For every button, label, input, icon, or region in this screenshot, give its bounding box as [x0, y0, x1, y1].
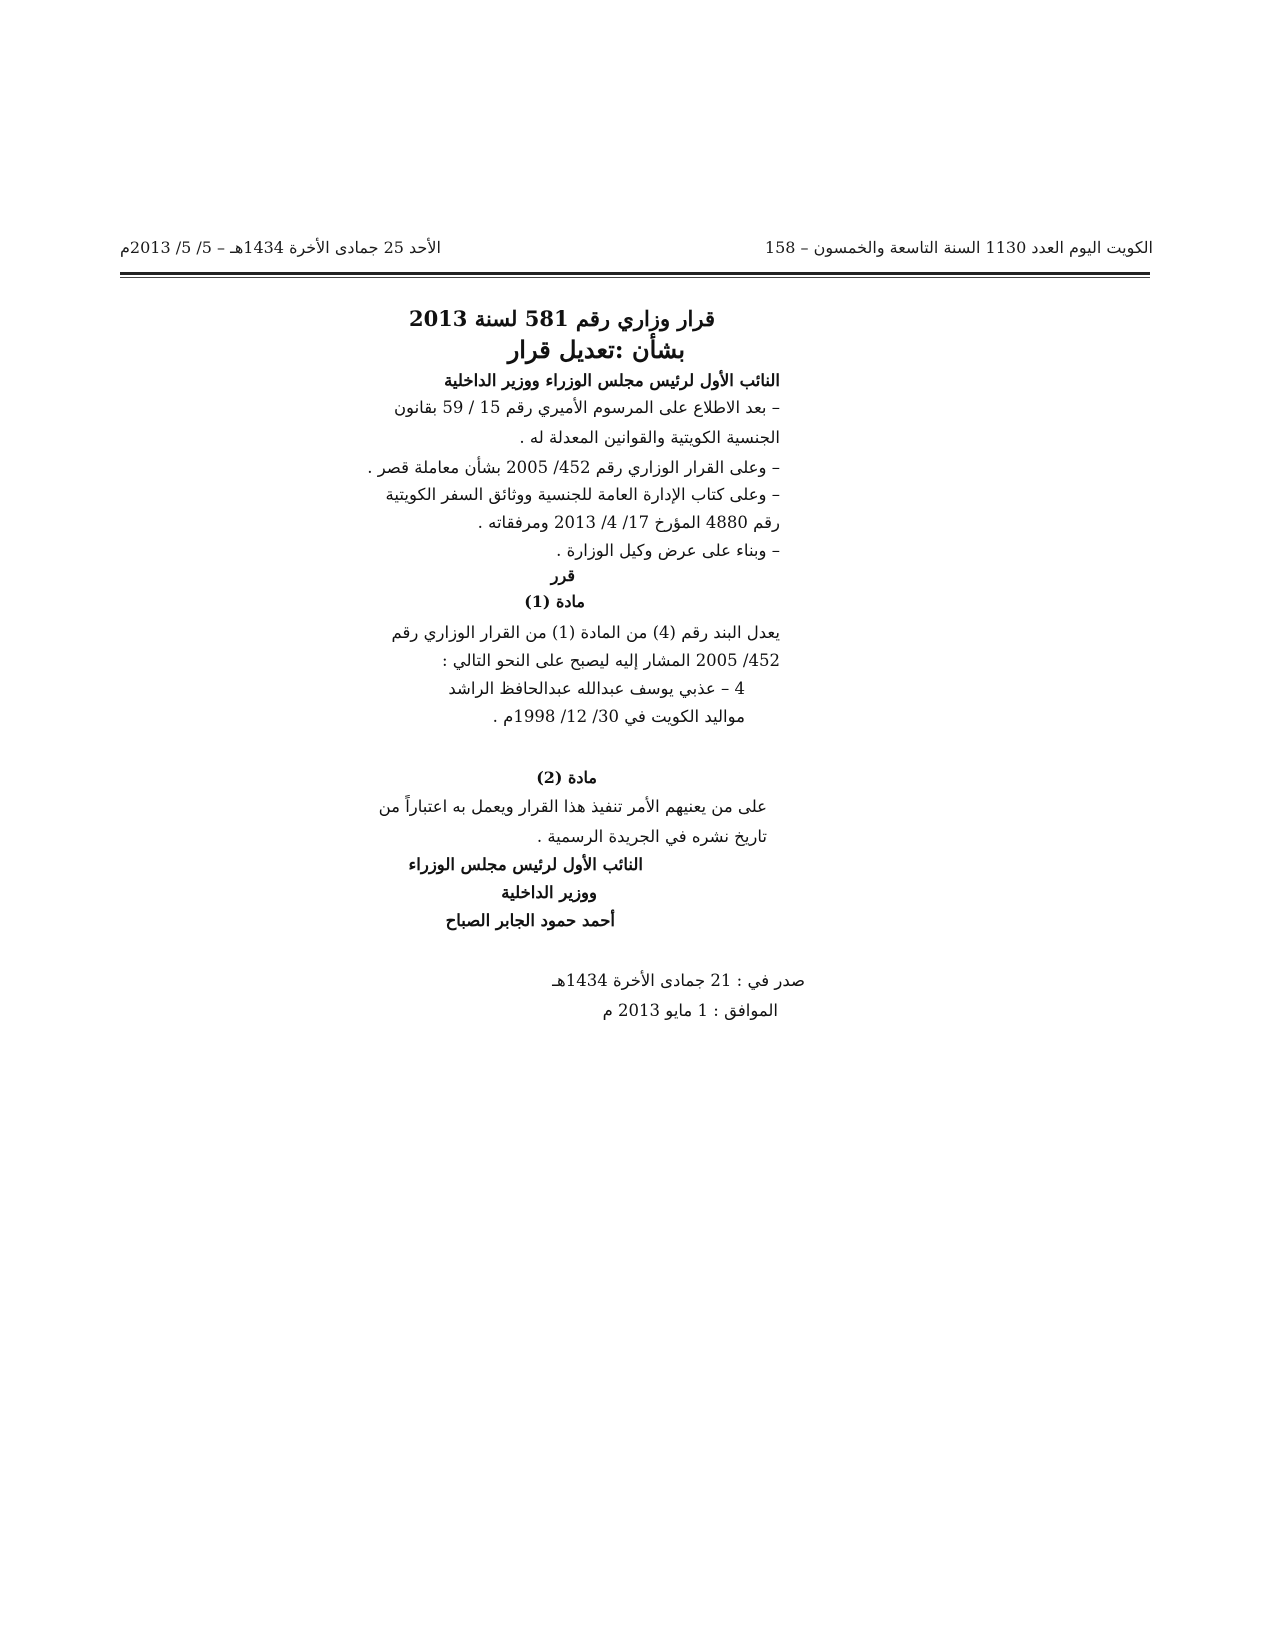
article-1-line: مواليد الكويت في 30/ 12/ 1998م . [492, 707, 745, 726]
decided-heading: قرر [550, 566, 575, 585]
decision-title: قرار وزاري رقم 581 لسنة 2013 [408, 306, 715, 331]
article-2-heading: مادة (2) [536, 768, 597, 787]
article-1-line: 4 – عذبي يوسف عبدالله عبدالحافظ الراشد [448, 679, 745, 698]
decision-subject: بشأن :تعديل قرار [507, 335, 685, 364]
preamble-line: الجنسية الكويتية والقوانين المعدلة له . [519, 428, 780, 447]
signatory-name: أحمد حمود الجابر الصباح [445, 911, 615, 930]
preamble-line: – وعلى القرار الوزاري رقم 452/ 2005 بشأن معاملة قصر . [367, 458, 780, 477]
preamble-line: رقم 4880 المؤرخ 17/ 4/ 2013 ومرفقاته . [477, 513, 780, 532]
issued-date-hijri: صدر في : 21 جمادى الأخرة 1434هـ [552, 971, 805, 990]
article-1-line: 452/ 2005 المشار إليه ليصبح على النحو التالي : [441, 651, 780, 670]
header-rule-thin [120, 277, 1150, 278]
preamble-line: – وبناء على عرض وكيل الوزارة . [556, 541, 780, 560]
signature-ministry: ووزير الداخلية [501, 883, 597, 902]
header-rule [120, 272, 1150, 275]
header-issue-info: الكويت اليوم العدد 1130 السنة التاسعة والخمسون – 158 [764, 238, 1153, 257]
article-2-line: على من يعنيهم الأمر تنفيذ هذا القرار ويعمل به اعتباراً من [378, 797, 767, 816]
article-2-line: تاريخ نشره في الجريدة الرسمية . [536, 827, 767, 846]
preamble-line: – وعلى كتاب الإدارة العامة للجنسية ووثائق السفر الكويتية [385, 485, 780, 504]
article-1-heading: مادة (1) [524, 592, 585, 611]
issued-date-gregorian: الموافق : 1 مايو 2013 م [602, 1001, 778, 1020]
signature-title: النائب الأول لرئيس مجلس الوزراء [408, 855, 643, 874]
header-date: الأحد 25 جمادى الأخرة 1434هـ – 5/ 5/ 2013م [120, 238, 441, 257]
article-1-line: يعدل البند رقم (4) من المادة (1) من القرار الوزاري رقم [391, 623, 780, 642]
preamble-line: – بعد الاطلاع على المرسوم الأميري رقم 15 / 59 بقانون [393, 398, 780, 417]
decision-issuer: النائب الأول لرئيس مجلس الوزراء ووزير الداخلية [444, 371, 780, 390]
